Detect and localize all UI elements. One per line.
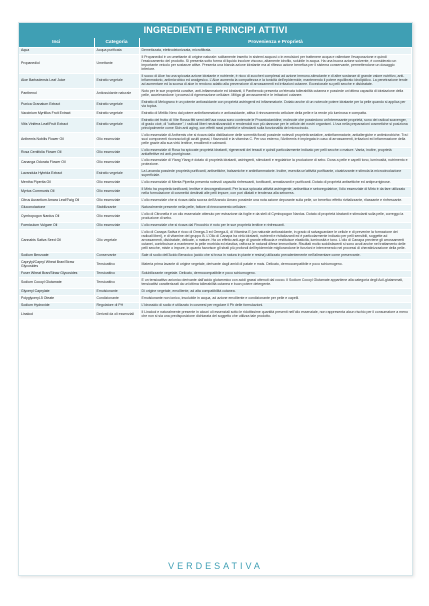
ingredient-category: Estratto vegetale: [94, 73, 139, 89]
ingredient-description: Naturalmente presente nella pelle, fattore di rinnovamento cellulare.: [139, 205, 412, 212]
ingredient-name: Sodium Hydroxide: [19, 302, 94, 309]
ingredient-description: L'olio essenziale di Anthemis che si ricava dalla distillazione delle sommità fiorali possiede notevoli proprietà sedative, antinfiammatorie, antiallergiche e antimicrobiche. Tra i suoi componenti riconosciuti gli azulti grassi, i flavonoidi e la vitamina C. Per uso esterno, l'Anthemis è impiegata in caso di arrossamenti, irritazioni ed infiammazione della pelle grazie alla sua virtù lenitive, emollienti e calmanti.: [139, 132, 412, 147]
ingredient-category: Emulsionante: [94, 288, 139, 295]
table-row: [19, 169, 412, 180]
ingredient-description: Noto per le sue proprietà curative, anti-infiammatorie ed idratanti, il Panthenolo presenta un'elevata tollerabilità cutanea e possiede un'ottima capacità di idratazione della pelle, accelerandone i processi di rigenerazione cellulare. Mitiga gli arrossamenti e le irritazioni cutanee.: [139, 89, 412, 100]
ingredient-description: Materia prima lavante di origine vegetale, derivante dagli amidi di patate e mais. Delicato, dermocompatibile e poco schiumogeno.: [139, 260, 412, 271]
ingredient-name: Sodium Cocoyl Glutamate: [19, 278, 94, 289]
sheet-title: INGREDIENTI E PRINCIPI ATTIVI: [19, 23, 412, 38]
table-row: [19, 89, 412, 100]
ingredient-category: Estratto vegetale: [94, 169, 139, 180]
ingredient-description: Demetizzata, elettrodeionizzata, microfiltrata.: [139, 48, 412, 55]
ingredient-category: Estratto vegetale: [94, 118, 139, 133]
table-row: [19, 230, 412, 253]
ingredient-name: Mentha Piperita Oil: [19, 180, 94, 187]
ingredient-description: Di origine vegetale, emolliente, ad alta compatibilità cutanea.: [139, 288, 412, 295]
ingredient-name: Aloe Barbadensis Leaf Juice: [19, 73, 94, 89]
table-row: [19, 180, 412, 187]
ingredient-name: Panthenol: [19, 89, 94, 100]
ingredient-description: L'olio essenziale che si ricava dal Finocchio è noto per le sue proprietà lenitive e rinfrescanti.: [139, 223, 412, 230]
table-row: [19, 147, 412, 158]
ingredient-name: Vaccinium Myrtillus Fruit Extract: [19, 110, 94, 117]
ingredient-category: Olio vegetale: [94, 230, 139, 253]
ingredient-category: Conservante: [94, 253, 139, 260]
table-row: [19, 288, 412, 295]
table-row: [19, 212, 412, 223]
table-row: [19, 73, 412, 89]
table-row: [19, 118, 412, 133]
ingredient-category: Tensioattivo: [94, 260, 139, 271]
table-header-row: [19, 38, 412, 48]
ingredient-name: Propanediol: [19, 54, 94, 73]
table-row: [19, 260, 412, 271]
ingredient-description: Estratto di Mirtillo Nero dal potere antinfiammatorio e antiossidante, attiva il rinnovamento cellulare della pelle e la rende più luminosa e compatta.: [139, 110, 412, 117]
ingredient-category: Olio essenziale: [94, 158, 139, 169]
ingredient-name: Gluconolactone: [19, 205, 94, 212]
table-row: [19, 309, 412, 320]
ingredient-description: L'olio essenziale di Ylang Ylang è dotato di proprietà idratanti, astringenti, stimolanti e regolatrice la produzione di sebo. Dona a pelle e capelli tono, luminosità, nutrimento e protezione.: [139, 158, 412, 169]
column-header-inci: Inci: [19, 38, 94, 48]
ingredient-category: Tensioattivo: [94, 271, 139, 278]
ingredient-name: Aqua: [19, 48, 94, 55]
ingredient-name: Linalool: [19, 309, 94, 320]
ingredient-name: Polyglyceryl-5 Oleate: [19, 295, 94, 302]
ingredient-category: Olio essenziale: [94, 147, 139, 158]
table-body: [19, 48, 412, 320]
ingredient-category: Condizionante: [94, 295, 139, 302]
ingredient-description: E un tensioattivo anionico derivante dall'acido glutammico con acidi grassi ottenuti dal cocco. Il Sodium Cocoyl Glutamate appartiene alla categoria degli Acil-glutammati, tensioattivi caratterizzati da un'ottima tollerabilità cutanea e buon potere detergente.: [139, 278, 412, 289]
ingredient-description: Estratto del frutto di Vite Rossa fitti semi dell'uva rossa sono contenute le Proantocianidine, molecole che possiedono un'interessante proprietà, sono dei radical scavenger, di grado cioè, di "catturare", i radicali liberi neutralizzandoli e rendendoli non più dannose per le cellule dei nostri organismi. L'uva nella preparazioni cosmetiche si posiziona principalmente come Skin anti aging, con effetti rassi protettivi e stimolanti sulla funzionalità del microcircolo.: [139, 118, 412, 133]
table-row: [19, 278, 412, 289]
ingredient-category: Olio essenziale: [94, 223, 139, 230]
ingredient-description: Estratto di Melograno è un potente antiossidante con proprietà astringenti ed infiammatorie. Dotato anche di un notevole potere idratante per la pelle quando si applica per via topica.: [139, 100, 412, 111]
table-row: [19, 132, 412, 147]
ingredient-category: Olio essenziale: [94, 212, 139, 223]
ingredient-name: Rosa Centifolia Flower Oil: [19, 147, 94, 158]
ingredient-description: L'olio essenziale di Menta Piperita presenta notevoli capacità rinfrescanti, tonificanti, armatizzanti e purificanti. Dotato di proprietà antisettiche ed antiprurriginose.: [139, 180, 412, 187]
ingredient-name: Glyceryl Caprylate: [19, 288, 94, 295]
ingredient-category: Acqua purificata: [94, 48, 139, 55]
ingredient-name: Vitis Vinifera Leaf/Fruit Extract: [19, 118, 94, 133]
table-row: [19, 271, 412, 278]
ingredient-description: L'olio essenziale che si ricava dalla scorza dell'Arancio Amaro possiede una nota azione depurante sulla pelle, un benefico effetto rivitalizzante, rilassante e rinfrescante.: [139, 198, 412, 205]
ingredients-table: [19, 38, 412, 320]
ingredient-description: L'Idrossido di sodio è utilizzato in cosmesi per regolare il Ph delle formulazioni.: [139, 302, 412, 309]
table-row: [19, 295, 412, 302]
table-row: [19, 100, 412, 111]
ingredient-description: Sale di sodio dell'Acido Benzoico (acido che si trova in natura in piante e resina) utilizzato prevalentemente nell'alimentare come preservante.: [139, 253, 412, 260]
ingredient-category: Olio essenziale: [94, 180, 139, 187]
ingredient-name: Cymbopogon Nardus Oil: [19, 212, 94, 223]
table-row: [19, 253, 412, 260]
column-header-category: Categoria: [94, 38, 139, 48]
ingredient-description: Solubilizzante vegetale. Delicato, dermocompatibile e poco schiumogeno.: [139, 271, 412, 278]
table-row: [19, 48, 412, 55]
ingredient-description: Il Propanediol è un umettante di origine naturale: solitamente inserito in sistemi acquosi o in emulsioni per trattenere acqua e rallentare l'evaporazione e quindi l'essiccamento del prodotto. Si presenta sotto forma di liquido incolore viscoso, altamente idrofilo, solubile in acqua. Ha una buona azione solvente, è considerato un importante veicolo per sostanze attive. Presenta una blanda azione idratante ma al riflesso azione benefica per il sistema conservante, permettendone un dosaggio inferiore.: [139, 54, 412, 73]
ingredient-category: Estratto vegetale: [94, 110, 139, 117]
ingredient-name: Myrtus Communis Oil: [19, 187, 94, 198]
brand-logo: VERDESATIVA: [168, 561, 263, 571]
ingredient-name: Citrus Aurantium Amara Leaf/Twig Oil: [19, 198, 94, 205]
table-row: [19, 302, 412, 309]
ingredient-description: L'olio essenziale di Rosa ha spiccate proprietà idratanti, rigeneranti dei tessuti e quindi particolarmente indicato per pelli secche o mature. Vanta, inoltre, proprietà antiaffettive ed anti-prurriginose.: [139, 147, 412, 158]
ingredients-sheet: [18, 22, 413, 576]
ingredient-category: Regolatore di PH: [94, 302, 139, 309]
ingredient-category: Olio essenziale: [94, 187, 139, 198]
ingredient-description: Il succo di Aloe ha una spiccata azione idratante e nutriente, è ricco di zuccheri complessi ad azione immuno-stimolante e di altre sostanze di grande valore nutritivo, anti-infiammatorio, antimicrobico ed analgesico. L'Aloe aumenta la compattezza e la tonicità dell'epidermide, mantenendo il potere equilibrato idrolipidico. La penetrazione tende ad aumentare ed la scorsa di aloe in rendono adatto alla prevenzione di arrossamenti ed irritazioni cutanee. Eccezionale su pelli secche e disidratate.: [139, 73, 412, 89]
ingredient-category: Olio essenziale: [94, 198, 139, 205]
ingredient-category: Antiossidante naturale: [94, 89, 139, 100]
ingredient-name: Caprylyl/Capryl Wheat Bran/Straw Glycosides: [19, 260, 94, 271]
ingredient-description: L'olio di Canapa Sativa è ricco di Omega-3 ed Omega-6, di Vitamina E (un naturale antiossidante, in grado di salvaguardare le cellule e di prevenire la formazione dei radicali liberi), e di vitamine del gruppo B. L'Olio di Canapa ha virtù idratanti, nutrienti e rivitalizzanti ed è particolarmente indicato per pelli sensibili, soggette ad arrossamenti, disidratate, delicate, o mature. Ha un effetto anti-age di grande efficacia e restituisce elasticità, luminosità e tono. L'olio di Canapa previene gli arrossamenti cutanei, contribuisce a mantenere la pelle morbida ed elastica, rafforza le naturali difese immunitarie. Risultati molto soddisfacenti si sono avuti anche nel trattamento delle pelli secche, miste o impure, in quanto favorisce gli strati più profondi dell'epidermide migliorandone le funzioni e intervenendo nei processi di cheratinizzazione della pelle.: [139, 230, 412, 253]
ingredient-category: Stabilizzante: [94, 205, 139, 212]
table-row: [19, 110, 412, 117]
table-row: [19, 158, 412, 169]
table-row: [19, 223, 412, 230]
table-row: [19, 54, 412, 73]
ingredient-name: Foeniculum Vulgare Oil: [19, 223, 94, 230]
ingredient-name: Lavandula Hybrida Extract: [19, 169, 94, 180]
ingredient-category: Derivati da oli essenziali: [94, 309, 139, 320]
column-header-properties: Provenienza e Proprietà: [139, 38, 412, 48]
ingredient-name: Anthemis Nobilis Flower Oil: [19, 132, 94, 147]
ingredient-description: Il Linalool e naturalmente presente in alcuni oli essenziali sotto le ridottissime quantità presenti nell'olio essenziale, non rappresenta alcun rischio per il consumatore a meno che non si sia una predisposizione dichiarata del soggetto che utilizza tale prodotto.: [139, 309, 412, 320]
ingredient-category: Umettante: [94, 54, 139, 73]
ingredient-category: Tensioattivo: [94, 278, 139, 289]
table-row: [19, 187, 412, 198]
ingredient-name: Punica Granatum Extract: [19, 100, 94, 111]
ingredient-category: Estratto vegetale: [94, 100, 139, 111]
ingredient-name: Sodium Benzoate: [19, 253, 94, 260]
ingredient-name: Cananga Odorata Flower Oil: [19, 158, 94, 169]
table-row: [19, 205, 412, 212]
table-row: [19, 198, 412, 205]
ingredient-description: Il Mirto ha proprietà tonificanti, lenitive e decongestionanti. Per la sua spiccata attività astringente, antisettica e seboregolatrice, l'olio essenziale di Mirto è da fare utilizzato nella formulazione di cosmetici destinati alle pelli impure, con pori dilatati e tendenza alla seborrea.: [139, 187, 412, 198]
ingredient-description: L'olio di Citronella è un olio essenziale ottenuto per estrazione da foglie e da steli di Cymbopogon Nardus. Dotato di proprietà idratanti e stimolanti sulla pelle, correggo la produzione di sebo.: [139, 212, 412, 223]
ingredient-name: Cannabis Sativa Seed Oil: [19, 230, 94, 253]
ingredient-category: Olio essenziale: [94, 132, 139, 147]
ingredient-description: Emulsionante non ionico, insolubile in acqua, ad azione emolliente e condizionante per pelle e capelli.: [139, 295, 412, 302]
footer: [19, 557, 412, 575]
ingredient-description: La Lavanda possiede proprietà purificanti, antisettiche, balsamiche e antinfiammatorie. Inoltre, esercita un'attività purificante, cicatrizzante e stimola la microcircolazione superficiale.: [139, 169, 412, 180]
ingredient-name: Fuser Wheat Bran/Straw Glycosides: [19, 271, 94, 278]
